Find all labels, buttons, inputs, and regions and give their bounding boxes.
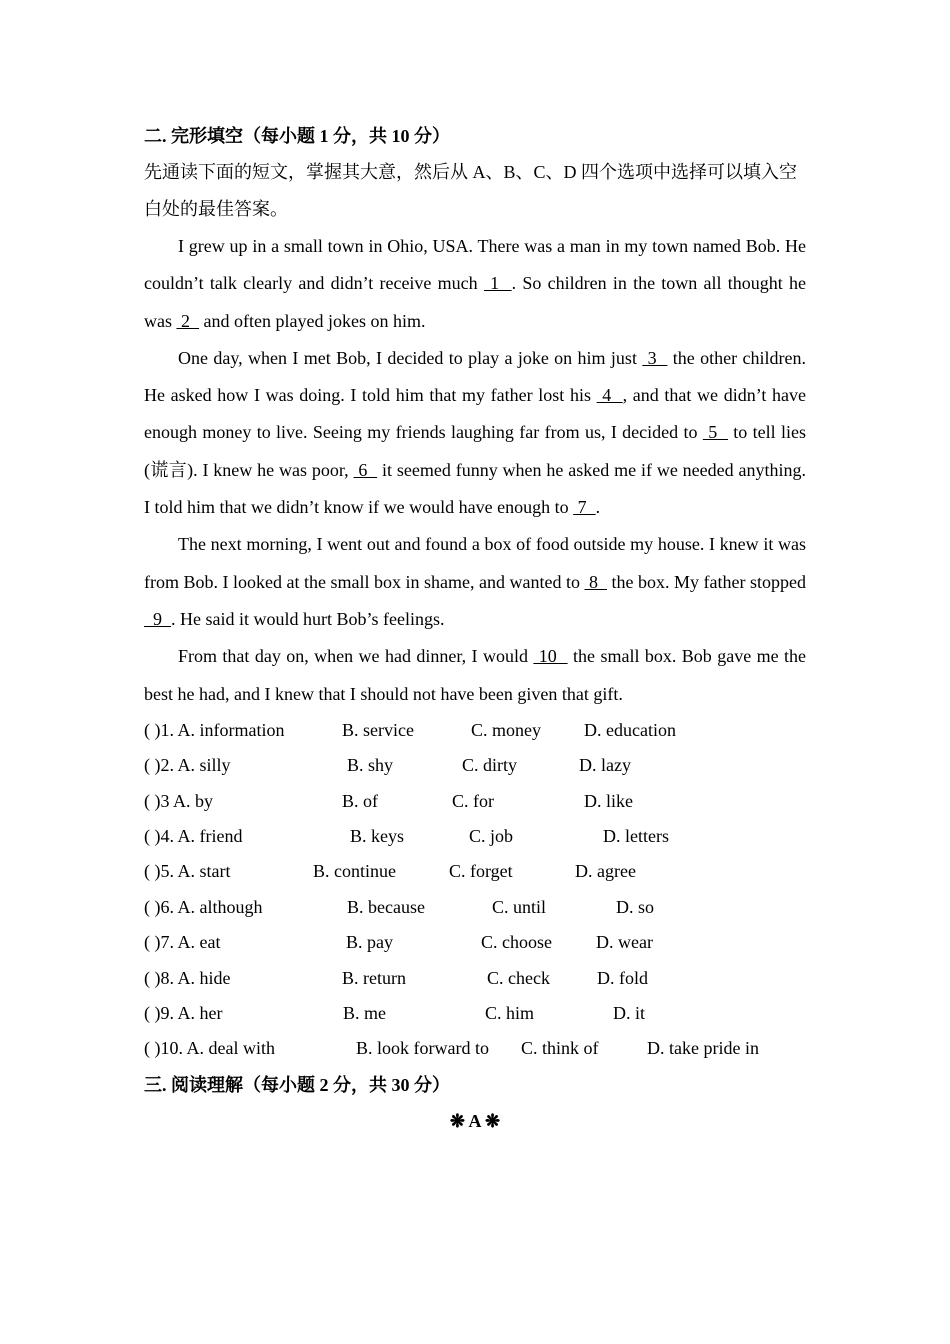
passage-text: The next morning, I went out and found a box of food outside my house. I knew it was from Bob. I looked at the small box in shame, and wanted to [144, 534, 806, 592]
blank-2: 2 [176, 310, 199, 331]
passage-paragraph-2 [144, 340, 806, 526]
section2-title: 二. 完形填空（每小题 1 分，共 10 分） [144, 126, 450, 146]
option-c: C. dirty [462, 755, 518, 776]
section3-title: 三. 阅读理解（每小题 2 分，共 30 分） [144, 1074, 450, 1095]
passage-text: From that day on, when we had dinner, I would [178, 646, 534, 667]
question-stem-option-a: ( )3 A. by [144, 790, 213, 811]
option-b: B. look forward to [356, 1038, 489, 1059]
option-c: C. choose [481, 932, 552, 953]
passage-text: and often played jokes on him. [199, 310, 426, 331]
option-c: C. forget [449, 861, 513, 882]
passage-text: I grew up in a small town in Ohio, USA. There was a man in my town named Bob. He couldn’t talk clearly and didn’t receive much [144, 236, 806, 294]
option-b: B. pay [346, 932, 393, 953]
question-row [144, 890, 806, 925]
section2-instruction: 先通读下面的短文，掌握其大意，然后从 A、B、C、D 四个选项中选择可以填入空白处的最佳答案。 [144, 162, 798, 219]
option-d: D. like [584, 790, 633, 811]
passage-text: to tell lies (谎言). I knew he was poor, [144, 422, 807, 480]
option-b: B. of [342, 790, 378, 811]
blank-7: 7 [573, 497, 596, 518]
option-d: D. lazy [579, 755, 631, 776]
question-row [144, 713, 806, 748]
question-row [144, 925, 806, 960]
option-b: B. return [342, 967, 406, 988]
question-stem-option-a: ( )9. A. her [144, 1002, 223, 1023]
question-stem-option-a: ( )8. A. hide [144, 967, 231, 988]
passage-paragraph-4 [144, 638, 806, 713]
option-c: C. him [485, 1002, 535, 1023]
blank-5: 5 [702, 422, 728, 443]
option-d: D. fold [597, 967, 648, 988]
blank-10: 10 [533, 646, 568, 667]
option-d: D. wear [596, 932, 653, 953]
passage-text: , and that we didn’t have enough money to live. Seeing my friends laughing far from us, I decided to [144, 385, 806, 443]
blank-1: 1 [483, 273, 512, 294]
question-row [144, 748, 806, 783]
passage-paragraph-1 [144, 228, 806, 340]
passage-text: . [595, 497, 601, 518]
option-c: C. job [469, 826, 514, 847]
passage-text: the box. My father stopped [607, 571, 806, 592]
passage-paragraph-3 [144, 526, 806, 638]
question-stem-option-a: ( )7. A. eat [144, 932, 221, 953]
option-c: C. money [471, 719, 541, 740]
option-c: C. think of [521, 1038, 599, 1059]
document-page [144, 118, 806, 1139]
passage-text: One day, when I met Bob, I decided to play a joke on him just [178, 347, 643, 368]
passage-text: the other children. He asked how I was doing. I told him that my father lost his [144, 347, 807, 406]
option-d: D. education [584, 719, 676, 740]
question-stem-option-a: ( )6. A. although [144, 896, 263, 917]
blank-3: 3 [642, 347, 668, 368]
option-c: C. for [452, 790, 494, 811]
passage-text: . He said it would hurt Bob’s feelings. [171, 608, 445, 629]
option-b: B. because [347, 896, 425, 917]
option-b: B. shy [347, 755, 394, 776]
option-b: B. continue [313, 861, 396, 882]
option-c: C. check [487, 967, 550, 988]
section3-subtitle: ❋ A ❋ [449, 1110, 501, 1131]
option-d: D. it [613, 1002, 646, 1023]
question-stem-option-a: ( )10. A. deal with [144, 1038, 275, 1059]
passage-text: . So children in the town all thought he was [144, 273, 807, 331]
question-row [144, 784, 806, 819]
option-d: D. take pride in [647, 1038, 759, 1059]
question-row [144, 819, 806, 854]
question-stem-option-a: ( )5. A. start [144, 861, 231, 882]
blank-4: 4 [596, 385, 623, 406]
question-row [144, 961, 806, 996]
option-c: C. until [492, 896, 547, 917]
option-d: D. letters [603, 826, 669, 847]
blank-8: 8 [584, 571, 607, 592]
question-list [144, 713, 806, 1067]
question-row [144, 854, 806, 889]
question-stem-option-a: ( )4. A. friend [144, 826, 243, 847]
question-stem-option-a: ( )2. A. silly [144, 755, 231, 776]
option-b: B. keys [350, 826, 404, 847]
question-row [144, 1031, 806, 1066]
passage-text: it seemed funny when he asked me if we needed anything. I told him that we didn’t know if we would have enough to [144, 459, 807, 518]
option-d: D. so [616, 896, 655, 917]
question-stem-option-a: ( )1. A. information [144, 719, 285, 740]
passage-text: the small box. Bob gave me the best he had, and I knew that I should not have been given that gift. [144, 646, 806, 704]
option-d: D. agree [575, 861, 636, 882]
question-row [144, 996, 806, 1031]
blank-9: 9 [144, 608, 171, 629]
option-b: B. me [343, 1002, 386, 1023]
option-b: B. service [342, 719, 414, 740]
blank-6: 6 [353, 459, 378, 480]
